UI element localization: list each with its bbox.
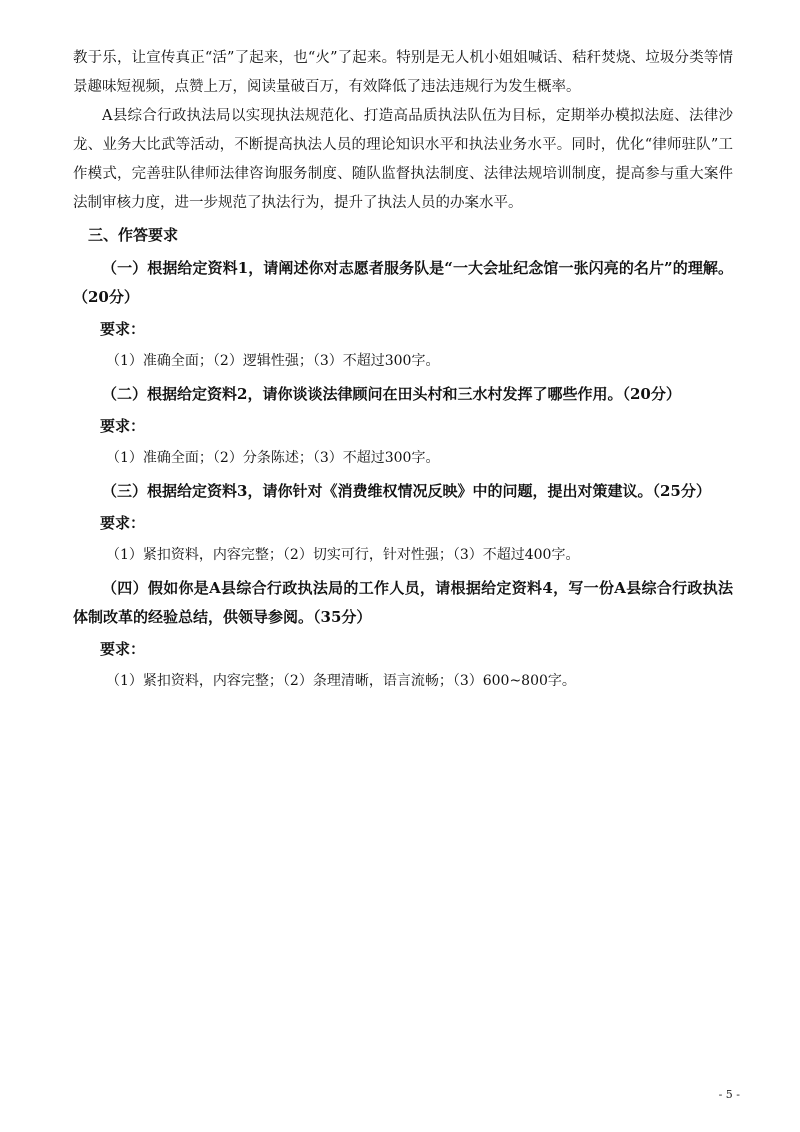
requirements-text: （1）紧扣资料，内容完整；（2）条理清晰，语言流畅；（3）600~800字。: [106, 673, 576, 689]
requirements-label: 要求：: [100, 514, 146, 532]
question-prompt: （一）根据给定资料1，请阐述你对志愿者服务队是“一大会址纪念馆一张闪亮的名片”的理解。（20分）: [73, 259, 733, 306]
question-block-2: [73, 380, 733, 473]
question-block-1: [73, 254, 733, 376]
requirements-text: （1）紧扣资料，内容完整；（2）切实可行，针对性强；（3）不超过400字。: [106, 547, 580, 563]
question-block-4: [73, 574, 733, 696]
body-paragraph-enforcement: A县综合行政执法局以实现执法规范化、打造高品质执法队伍为目标，定期举办模拟法庭、法律沙龙、业务大比武等活动，不断提高执法人员的理论知识水平和执法业务水平。同时，优化“律师驻队”工作模式，完善驻队律师法律咨询服务制度、随队监督执法制度、法律法规培训制度，提高参与重大案件法制审核力度，进一步规范了执法行为，提升了执法人员的办案水平。: [73, 108, 733, 211]
requirements-text: （1）准确全面；（2）分条陈述；（3）不超过300字。: [106, 450, 440, 466]
question-block-3: [73, 477, 733, 570]
question-prompt: （四）假如你是A县综合行政执法局的工作人员，请根据给定资料4，写一份A县综合行政执法体制改革的经验总结，供领导参阅。（35分）: [73, 579, 733, 626]
question-prompt: （三）根据给定资料3，请你针对《消费维权情况反映》中的问题，提出对策建议。（25分）: [102, 482, 711, 500]
requirements-text: （1）准确全面；（2）逻辑性强；（3）不超过300字。: [106, 353, 440, 369]
question-prompt: （二）根据给定资料2，请你谈谈法律顾问在田头村和三水村发挥了哪些作用。（20分）: [102, 385, 681, 403]
section-heading: 三、作答要求: [88, 226, 179, 244]
requirements-label: 要求：: [100, 417, 146, 435]
page-number: - 5 -: [718, 1088, 740, 1101]
requirements-label: 要求：: [100, 640, 146, 658]
body-paragraph-continued: 教于乐，让宣传真正“活”了起来，也“火”了起来。特别是无人机小姐姐喊话、秸秆焚烧、垃圾分类等情景趣味短视频，点赞上万，阅读量破百万，有效降低了违法违规行为发生概率。: [73, 50, 733, 95]
document-body: [73, 44, 733, 696]
requirements-label: 要求：: [100, 320, 146, 338]
